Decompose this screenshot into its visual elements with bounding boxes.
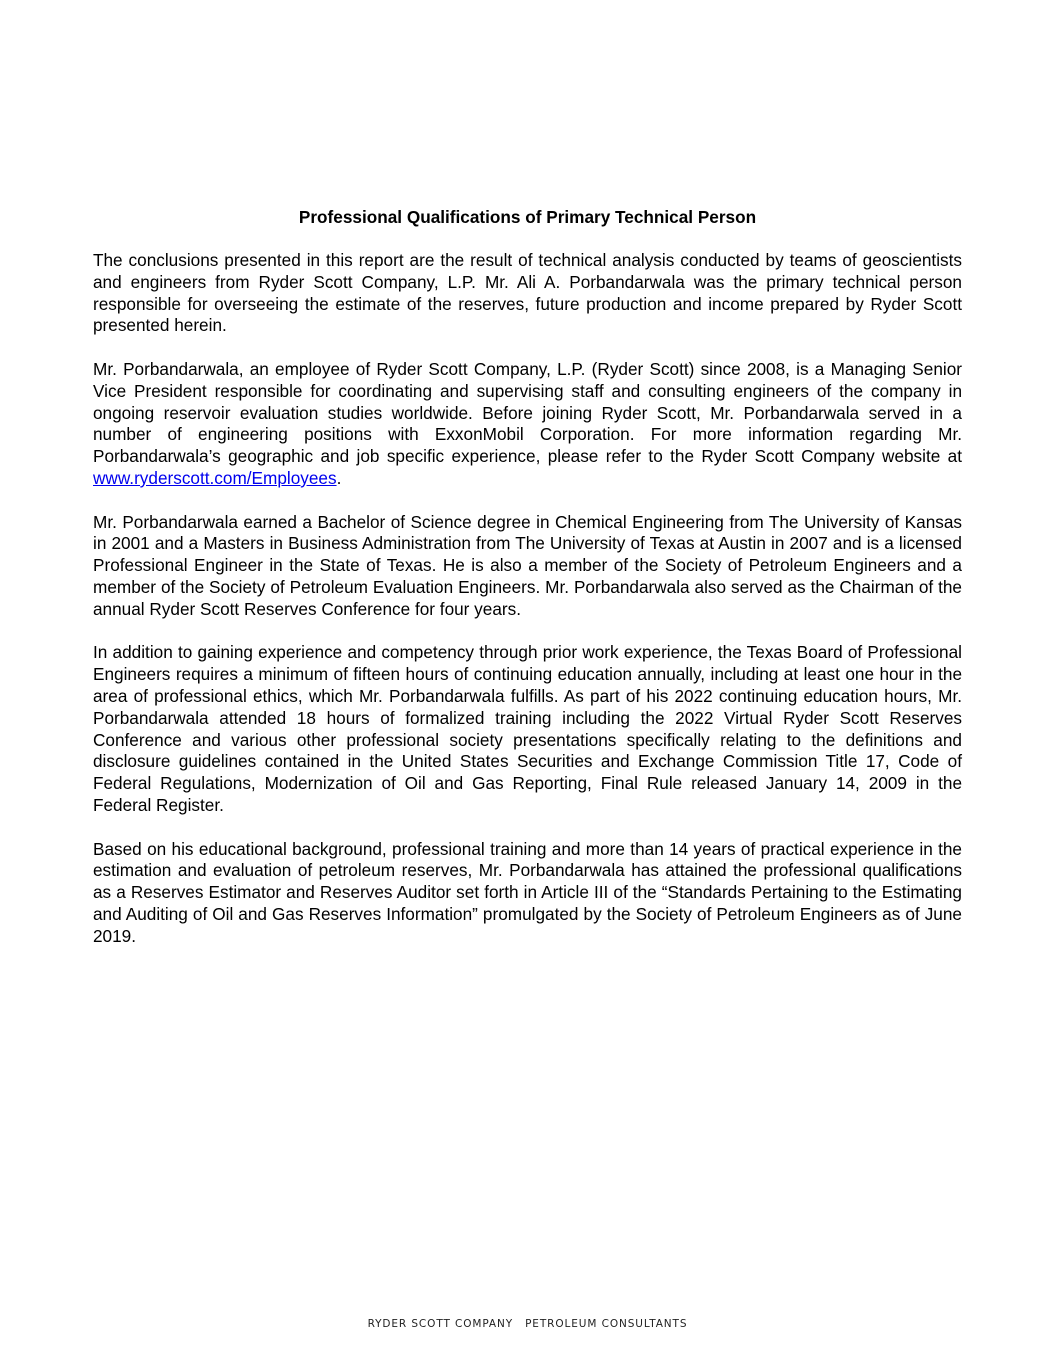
paragraph-employment xyxy=(93,359,962,490)
paragraph-qualifications: Based on his educational background, professional training and more than 14 years of practical experience in the estimation and evaluation of petroleum reserves, Mr. Porbandarwala has attained the professional qualifications as a Reserves Estimator and Reserves Auditor set forth in Article III of the “Standards Pertaining to the Estimating and Auditing of Oil and Gas Reserves Information” promulgated by the Society of Petroleum Engineers as of June 2019. xyxy=(93,838,962,946)
document-title: Professional Qualifications of Primary Technical Person xyxy=(298,207,757,227)
page-footer xyxy=(0,1318,1055,1330)
paragraph-conclusions: The conclusions presented in this report are the result of technical analysis conducted by teams of geoscientists and engineers from Ryder Scott Company, L.P. Mr. Ali A. Porbandarwala was the primary technical person responsible for overseeing the estimate of the reserves, future production and income prepared by Ryder Scott presented herein. xyxy=(93,250,962,336)
paragraph-education: Mr. Porbandarwala earned a Bachelor of Science degree in Chemical Engineering from The University of Kansas in 2001 and a Masters in Business Administration from The University of Texas at Austin in 2007 and is a licensed Professional Engineer in the State of Texas. He is also a member of the Society of Petroleum Engineers and a member of the Society of Petroleum Evaluation Engineers. Mr. Porbandarwala also served as the Chairman of the annual Ryder Scott Reserves Conference for four years. xyxy=(93,511,962,619)
document-page xyxy=(93,206,962,969)
paragraph-continuing-education: In addition to gaining experience and competency through prior work experience, the Texas Board of Professional Engineers requires a minimum of fifteen hours of continuing education annually, including at least one hour in the area of professional ethics, which Mr. Porbandarwala fulfills. As part of his 2022 continuing education hours, Mr. Porbandarwala attended 18 hours of formalized training including the 2022 Virtual Ryder Scott Reserves Conference and various other professional society presentations specifically relating to the definitions and disclosure guidelines contained in the United States Securities and Exchange Commission Title 17, Code of Federal Regulations, Modernization of Oil and Gas Reporting, Final Rule released January 14, 2009 in the Federal Register. xyxy=(93,642,962,815)
paragraph-employment-text: Mr. Porbandarwala, an employee of Ryder Scott Company, L.P. (Ryder Scott) since 2008, is a Managing Senior Vice President responsible for coordinating and supervising staff and consulting engineers of the company in ongoing reservoir evaluation studies worldwide. Before joining Ryder Scott, Mr. Porbandarwala served in a number of engineering positions with ExxonMobil Corporation. For more information regarding Mr. Porbandarwala’s geographic and job specific experience, please refer to the Ryder Scott Company website at xyxy=(93,358,962,467)
paragraph-employment-end: . xyxy=(336,467,342,488)
footer-company: RYDER SCOTT COMPANY xyxy=(367,1318,514,1330)
footer-tagline: PETROLEUM CONSULTANTS xyxy=(525,1318,688,1330)
employees-website-link[interactable]: www.ryderscott.com/Employees xyxy=(93,467,337,488)
